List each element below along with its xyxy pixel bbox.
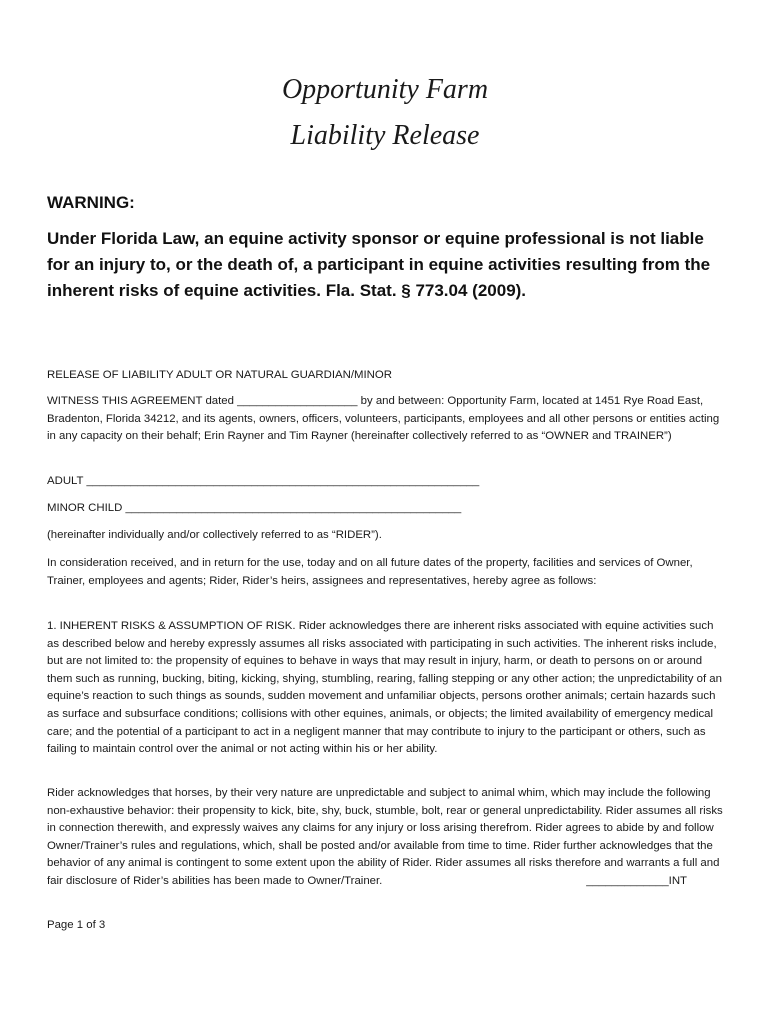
minor-signature-line: MINOR CHILD _____________________________________________________ [47, 502, 462, 514]
consideration-paragraph: In consideration received, and in return for the use, today and on all future dates of the property, facilities and services of Owner, Trainer, employees and agents; Rider, Rider’s heirs, assignees and representatives, hereby agree as follows: [47, 557, 693, 587]
rider-definition: (hereinafter individually and/or collectively referred to as “RIDER”). [47, 529, 382, 541]
adult-signature-line: ADULT ______________________________________________________________ [47, 475, 480, 487]
release-heading: RELEASE OF LIABILITY ADULT OR NATURAL GUARDIAN/MINOR [47, 369, 392, 381]
warning-text: Under Florida Law, an equine activity sponsor or equine professional is not liable for an injury to, or the death of, a participant in equine activities resulting from the inherent risks of equine activities. Fla. Stat. § 773.04 (2009). [47, 229, 711, 300]
inherent-risks-paragraph: 1. INHERENT RISKS & ASSUMPTION OF RISK. Rider acknowledges there are inherent risks associated with equine activities such as described below and hereby expressly assumes all risks associated with participating in such activities. The inherent risks include, but are not limited to: the propensity of equines to behave in ways that may result in injury, harm, or death to persons on or around them such as running, bucking, biting, kicking, shying, stumbling, rearing, falling stepping or any other action; the unpredictability of an equine’s reaction to such things as sounds, sudden movement and unfamiliar objects, persons orother animals; certain hazards such as surface and subsurface conditions; collisions with other equines, animals, or objects; the limited availability of emergency medical care; and the potential of a participant to act in a negligent manner that may contribute to injury to the participant or others, such as failing to maintain control over the animal or not acting within his or her ability. [47, 620, 722, 756]
warning-heading: WARNING: [47, 193, 135, 212]
acknowledgement-text: Rider acknowledges that horses, by their very nature are unpredictable and subject to animal whim, which may include the following non-exhaustive behavior: their propensity to kick, bite, shy, buck, stumble, bolt, rear or general unpredictability. Rider assumes all risks in connection therewith, and expressly waives any claims for any injury or loss arising therefrom. Rider agrees to abide by and follow Owner/Trainer’s rules and regulations, which, shall be posted and/or available from time to time. Rider further acknowledges that the behavior of any animal is contingent to some extent upon the ability of Rider. Rider assumes all risks therefore and warrants a full and fair disclosure of Rider’s abilities has been made to Owner/Trainer. [47, 787, 723, 887]
document-subtitle: Liability Release [290, 120, 480, 151]
initials-line: _____________INT [586, 874, 687, 887]
witness-paragraph: WITNESS THIS AGREEMENT dated ___________________ by and between: Opportunity Farm, located at 1451 Rye Road East, Bradenton, Florida 34212, and its agents, owners, officers, volunteers, participants, employees and all other persons or entities acting in any capacity on their behalf; Erin Rayner and Tim Rayner (hereinafter collectively referred to as “OWNER and TRAINER”) [47, 395, 720, 443]
document-title: Opportunity Farm [281, 74, 489, 105]
page-number: Page 1 of 3 [47, 919, 106, 931]
acknowledgement-paragraph [47, 785, 727, 891]
